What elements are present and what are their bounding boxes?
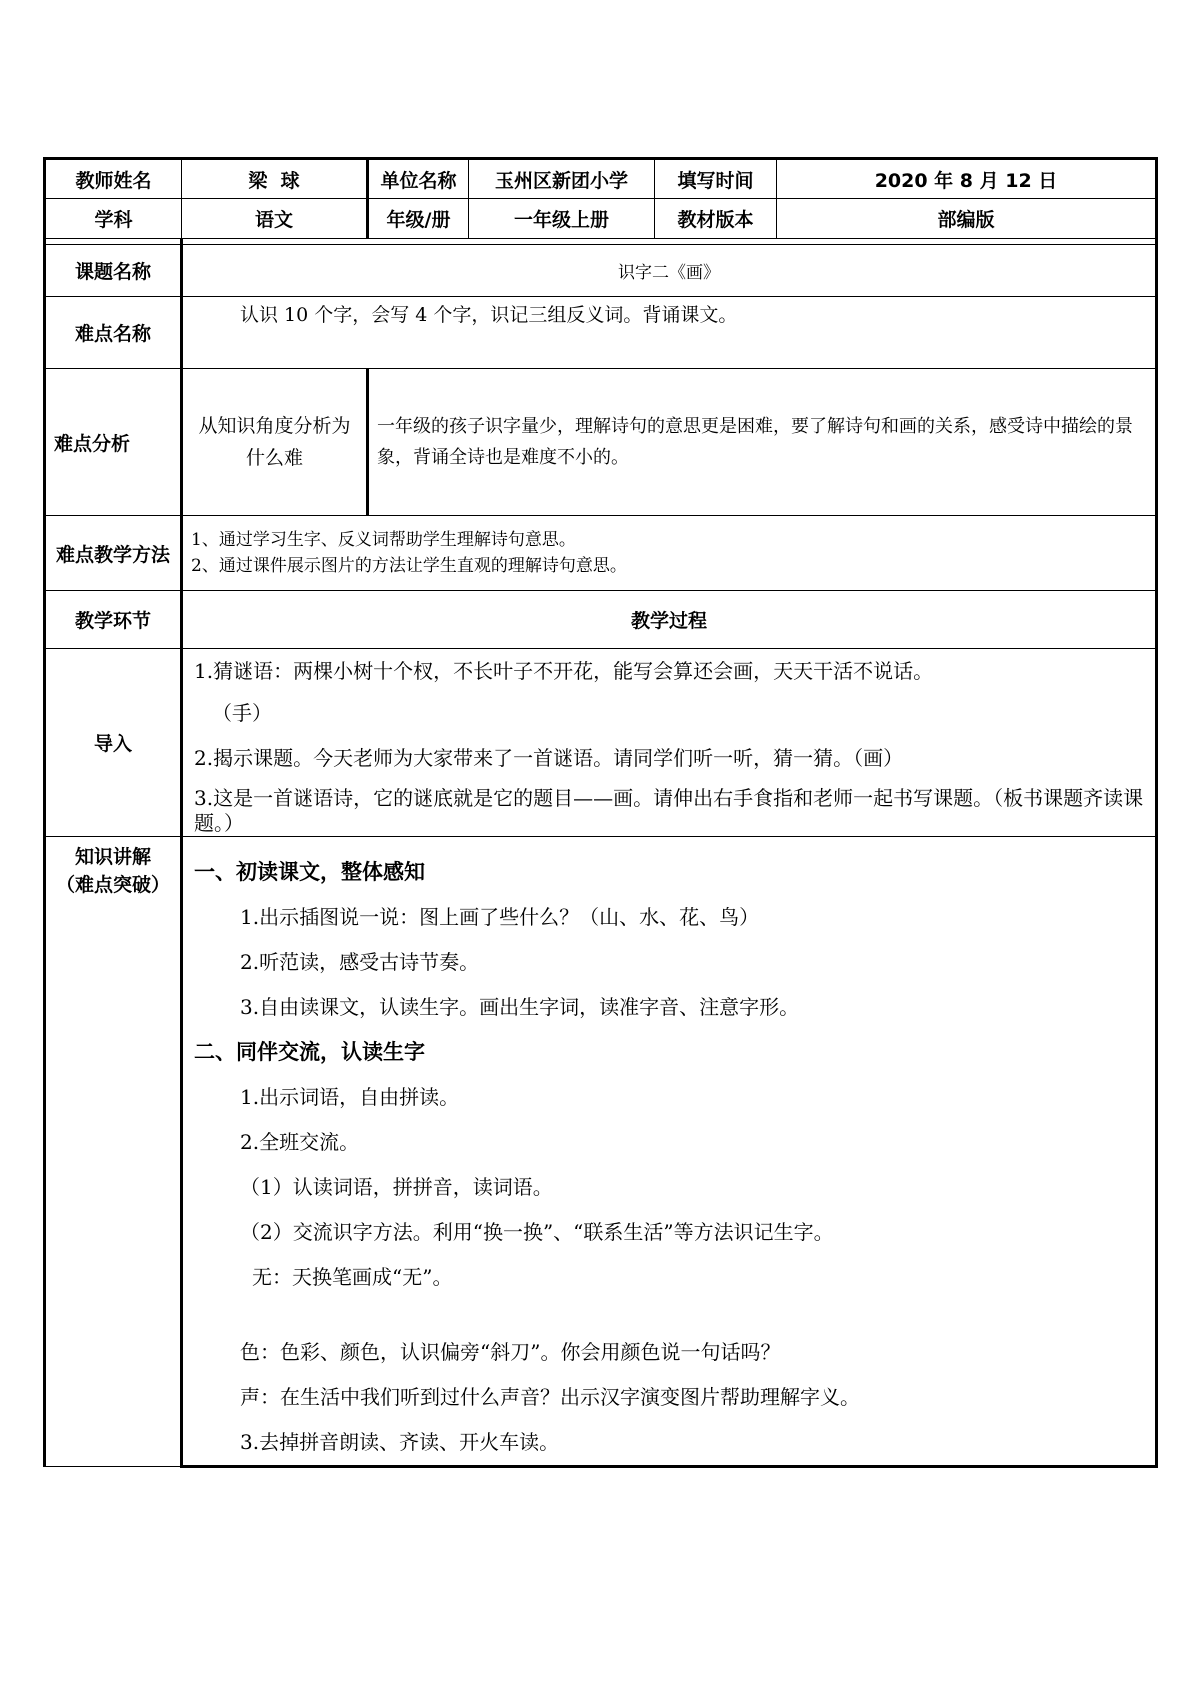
difficulty-name-label: 难点名称 [45, 297, 182, 369]
knowledge-content [182, 837, 1157, 1467]
knowledge-label-line2: （难点突破） [55, 874, 170, 896]
process-stage-label: 教学环节 [45, 591, 182, 649]
intro-line: 3.这是一首谜语诗，它的谜底就是它的题目——画。请伸出右手食指和老师一起书写课题。（板书课题齐读课题。） [194, 786, 1144, 835]
edition-value: 部编版 [777, 199, 1157, 239]
analysis-value: 一年级的孩子识字量少，理解诗句的意思更是困难，要了解诗句和画的关系，感受诗中描绘的景象，背诵全诗也是难度不小的。 [368, 369, 1157, 516]
method-label: 难点教学方法 [45, 516, 182, 591]
knowledge-line: 2.全班交流。 [240, 1130, 360, 1154]
subject-label: 学科 [45, 199, 182, 239]
knowledge-line: 1.出示词语，自由拼读。 [240, 1085, 460, 1109]
lesson-plan-table [43, 157, 1158, 1468]
blank-line [194, 1300, 1147, 1330]
knowledge-line: 1.出示插图说一说：图上画了些什么？（山、水、花、鸟） [240, 905, 760, 929]
intro-line: （手） [212, 701, 272, 725]
method-item: 2、通过课件展示图片的方法让学生直观的理解诗句意思。 [191, 556, 627, 576]
knowledge-line: 2.听范读，感受古诗节奏。 [240, 950, 480, 974]
intro-line: 1.猜谜语：两棵小树十个杈，不长叶子不开花，能写会算还会画，天天干活不说话。 [194, 659, 934, 683]
knowledge-line: （1）认读词语，拼拼音，读词语。 [240, 1175, 553, 1199]
knowledge-line: 色：色彩、颜色，认识偏旁“斜刀”。你会用颜色说一句话吗？ [240, 1340, 781, 1364]
knowledge-label [45, 837, 182, 1467]
fill-time-label: 填写时间 [655, 159, 777, 199]
knowledge-line: 声：在生活中我们听到过什么声音？出示汉字演变图片帮助理解字义。 [240, 1385, 860, 1409]
teacher-name-value: 梁 球 [182, 159, 368, 199]
process-header-value: 教学过程 [182, 591, 1157, 649]
teacher-name-label: 教师姓名 [45, 159, 182, 199]
unit-name-value: 玉州区新团小学 [469, 159, 655, 199]
fill-time-value: 2020 年 8 月 12 日 [777, 159, 1157, 199]
intro-label: 导入 [45, 649, 182, 837]
method-item: 1、通过学习生字、反义词帮助学生理解诗句意思。 [191, 530, 576, 550]
lesson-plan-form [43, 157, 1155, 1468]
difficulty-name-value: 认识 10 个字，会写 4 个字，识记三组反义词。背诵课文。 [182, 297, 1157, 369]
intro-line: 2.揭示课题。今天老师为大家带来了一首谜语。请同学们听一听，猜一猜。（画） [194, 746, 904, 770]
section-heading: 二、同伴交流，认读生字 [194, 1040, 425, 1064]
knowledge-line: 无：天换笔画成“无”。 [252, 1265, 453, 1289]
edition-label: 教材版本 [655, 199, 777, 239]
method-items [182, 516, 1157, 591]
topic-value: 识字二《画》 [182, 245, 1157, 297]
knowledge-line: （2）交流识字方法。利用“换一换”、“联系生活”等方法识记生字。 [240, 1220, 834, 1244]
unit-name-label: 单位名称 [368, 159, 469, 199]
subject-value: 语文 [182, 199, 368, 239]
knowledge-line: 3.去掉拼音朗读、齐读、开火车读。 [240, 1430, 560, 1454]
grade-label: 年级/册 [368, 199, 469, 239]
section-heading: 一、初读课文，整体感知 [194, 860, 425, 884]
topic-label: 课题名称 [45, 245, 182, 297]
difficulty-analysis-label: 难点分析 [45, 369, 182, 516]
analysis-sub-label: 从知识角度分析为什么难 [182, 369, 368, 516]
intro-content [182, 649, 1157, 837]
grade-value: 一年级上册 [469, 199, 655, 239]
knowledge-label-line1: 知识讲解 [74, 846, 151, 868]
knowledge-line: 3.自由读课文，认读生字。画出生字词，读准字音、注意字形。 [240, 995, 800, 1019]
